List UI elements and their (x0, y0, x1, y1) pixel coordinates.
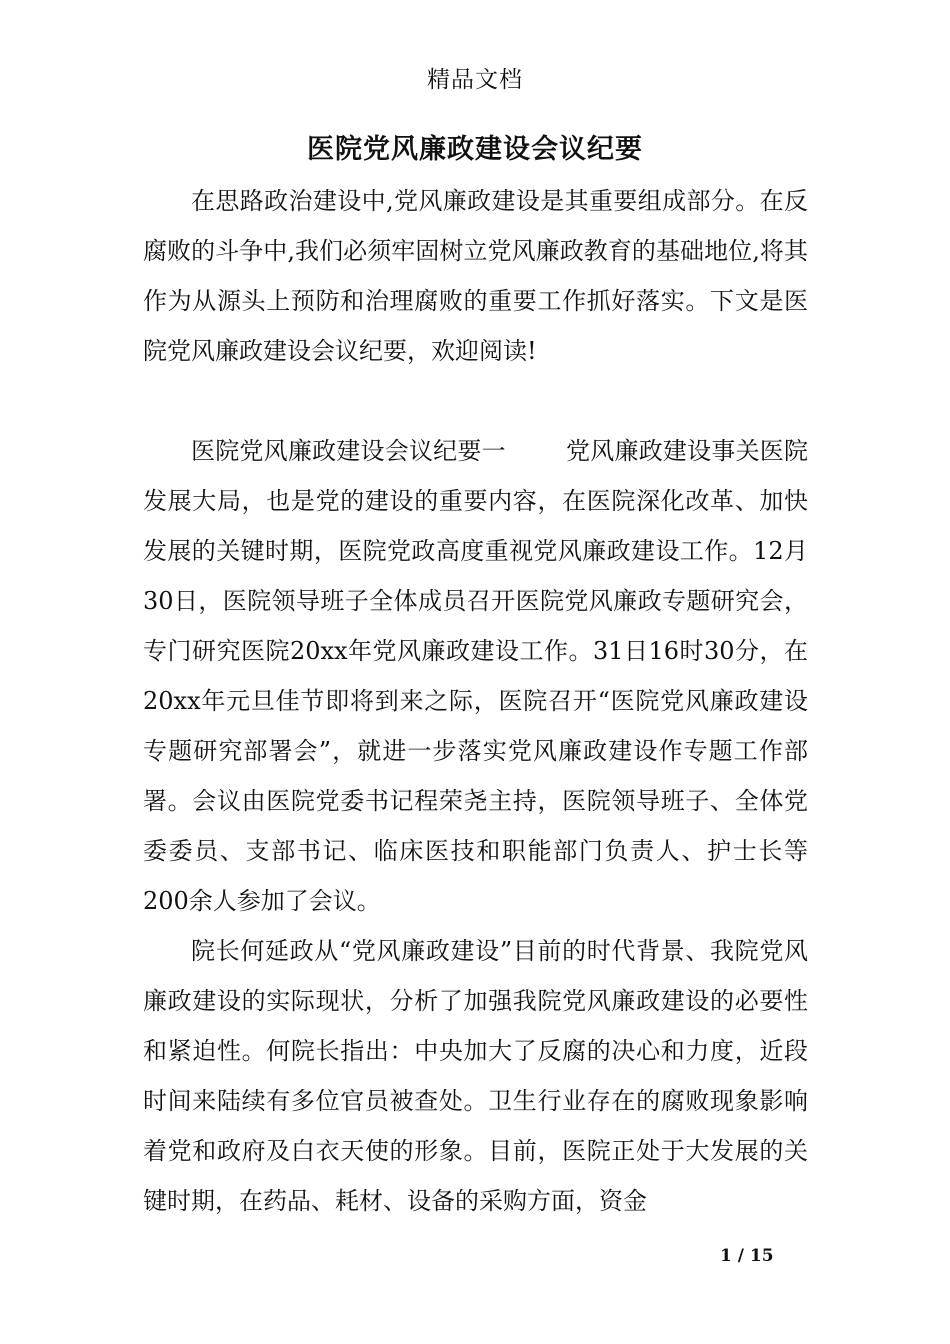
page-separator: / (737, 1246, 744, 1266)
intro-paragraph: 在思路政治建设中,党风廉政建设是其重要组成部分。在反腐败的斗争中,我们必须牢固树立党风廉政教育的基础地位,将其作为从源头上预防和治理腐败的重要工作抓好落实。下文是医院党风廉政建设会议纪要，欢迎阅读! (143, 187, 808, 365)
page-header: 精品文档 (427, 67, 523, 93)
document-body (143, 176, 808, 1226)
paragraph-spacer (143, 376, 808, 426)
section-one-text: 党风廉政建设事关医院发展大局，也是党的建设的重要内容，在医院深化改革、加快发展的关键时期，医院党政高度重视党风廉政建设工作。12月30日，医院领导班子全体成员召开医院党风廉政专题研究会，专门研究医院20xx年党风廉政建设工作。31日16时30分，在20xx年元旦佳节即将到来之际，医院召开“医院党风廉政建设专题研究部署会”，就进一步落实党风廉政建设作专题工作部署。会议由医院党委书记程荣尧主持，医院领导班子、全体党委委员、支部书记、临床医技和职能部门负责人、护士长等200余人参加了会议。 (143, 437, 809, 915)
section-one-paragraph (143, 426, 808, 926)
section-one-heading: 医院党风廉政建设会议纪要一 (191, 437, 506, 465)
document-title: 医院党风廉政建设会议纪要 (307, 134, 643, 165)
page-total: 15 (749, 1246, 774, 1266)
page-number (720, 1244, 810, 1268)
paragraph-three: 院长何延政从“党风廉政建设”目前的时代背景、我院党风廉政建设的实际现状，分析了加强我院党风廉政建设的必要性和紧迫性。何院长指出：中央加大了反腐的决心和力度，近段时间来陆续有多位官员被查处。卫生行业存在的腐败现象影响着党和政府及白衣天使的形象。目前，医院正处于大发展的关键时期，在药品、耗材、设备的采购方面，资金 (143, 937, 808, 1215)
page-current: 1 (720, 1246, 732, 1266)
